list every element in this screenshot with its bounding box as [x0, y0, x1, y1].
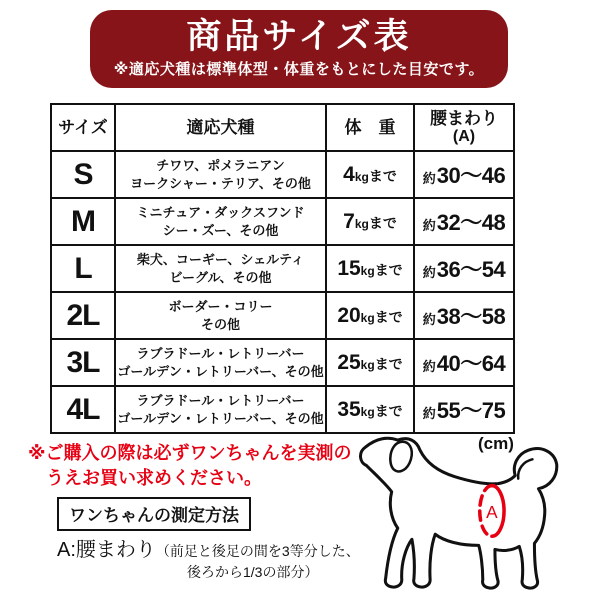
table-row — [51, 151, 514, 198]
dog-ear — [390, 442, 412, 472]
weight-cell: 7kgまで — [326, 198, 414, 245]
size-cell: 4L — [51, 386, 115, 433]
size-cell: L — [51, 245, 115, 292]
weight-cell: 20kgまで — [326, 292, 414, 339]
table-row — [51, 245, 514, 292]
table-row — [51, 386, 514, 433]
purchase-warning-line2: うえお買い求めください。 — [46, 467, 262, 488]
measure-a-note — [57, 537, 360, 581]
breed-cell — [115, 151, 326, 198]
breed-line1: チワワ、ポメラニアン — [156, 157, 285, 173]
weight-cell: 15kgまで — [326, 245, 414, 292]
waist-cell: 約40〜64 — [414, 339, 514, 386]
dog-illustration — [352, 433, 567, 595]
size-cell: M — [51, 198, 115, 245]
waist-cell: 約55〜75 — [414, 386, 514, 433]
breed-cell — [115, 386, 326, 433]
waist-marker-label: A — [486, 502, 498, 523]
table-row — [51, 198, 514, 245]
measure-a-desc-line2: 後ろから1/3の部分） — [187, 564, 319, 580]
col-header-waist-label: 腰まわり — [430, 108, 498, 128]
col-header-weight: 体 重 — [326, 104, 414, 151]
breed-cell — [115, 245, 326, 292]
table-header-row — [51, 104, 514, 151]
page-subtitle: ※適応犬種は標準体型・体重をもとにした目安です。 — [113, 61, 485, 79]
breed-cell — [115, 339, 326, 386]
size-cell: 2L — [51, 292, 115, 339]
breed-cell — [115, 292, 326, 339]
breed-line1: ミニチュア・ダックスフンド — [136, 204, 305, 220]
breed-line1: ラブラドール・レトリーバー — [136, 345, 305, 361]
unit-label: (cm) — [478, 434, 514, 453]
title-banner — [90, 10, 508, 88]
col-header-waist-sub: (A) — [452, 128, 476, 146]
page-title: 商品サイズ表 — [186, 16, 412, 56]
measure-method-box: ワンちゃんの測定方法 — [57, 497, 251, 531]
breed-line2: その他 — [200, 316, 240, 332]
breed-line1: ボーダー・コリー — [168, 298, 273, 314]
breed-line2: ゴールデン・レトリーバー、その他 — [117, 410, 324, 426]
table-row — [51, 292, 514, 339]
col-header-waist — [414, 104, 514, 151]
breed-line1: ラブラドール・レトリーバー — [136, 392, 305, 408]
size-cell: 3L — [51, 339, 115, 386]
breed-line2: シー・ズー、その他 — [162, 222, 279, 238]
waist-cell: 約36〜54 — [414, 245, 514, 292]
waist-cell: 約30〜46 — [414, 151, 514, 198]
dog-outline-svg — [352, 433, 567, 595]
col-header-breeds: 適応犬種 — [115, 104, 326, 151]
purchase-warning-line1: ※ご購入の際は必ずワンちゃんを実測の — [28, 443, 352, 463]
waist-cell: 約38〜58 — [414, 292, 514, 339]
table-row — [51, 339, 514, 386]
waist-cell: 約32〜48 — [414, 198, 514, 245]
weight-cell: 4kgまで — [326, 151, 414, 198]
weight-cell: 35kgまで — [326, 386, 414, 433]
breed-line2: ビーグル、その他 — [169, 269, 272, 285]
breed-line2: ヨークシャー・テリア、その他 — [130, 175, 311, 191]
purchase-warning — [28, 441, 352, 491]
measure-a-label: A:腰まわり — [57, 539, 156, 561]
breed-line1: 柴犬、コーギー、シェルティ — [136, 251, 305, 267]
weight-cell: 25kgまで — [326, 339, 414, 386]
col-header-size: サイズ — [51, 104, 115, 151]
measure-a-desc-line1: （前足と後足の間を3等分した、 — [155, 543, 360, 559]
breed-cell — [115, 198, 326, 245]
breed-line2: ゴールデン・レトリーバー、その他 — [117, 363, 324, 379]
size-table — [50, 103, 515, 434]
size-cell: S — [51, 151, 115, 198]
